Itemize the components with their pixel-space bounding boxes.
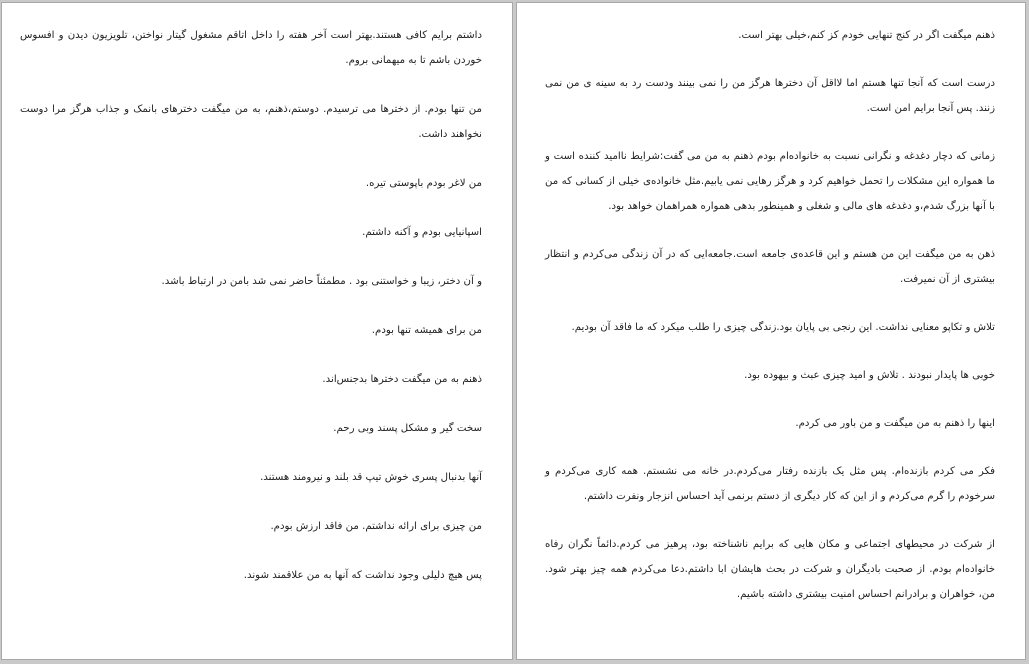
paragraph: من چیزی برای ارائه نداشتم. من فاقد ارزش بودم.: [270, 521, 482, 532]
paragraph: خوبی ها پایدار نبودند . تلاش و امید چیزی عبث و بیهوده بود.: [744, 370, 995, 381]
paragraph: پس هیچ دلیلی وجود نداشت که آنها به من علاقمند شوند.: [243, 570, 482, 581]
paragraph: من برای همیشه تنها بودم.: [371, 325, 482, 336]
paragraph: داشتم برایم کافی هستند.بهتر است آخر هفته را داخل اتاقم مشغول گیتار نواختن، تلویزیون دیدن و افسوس خوردن باشم تا به میهمانی بروم.: [20, 30, 482, 66]
paragraph: تلاش و تکاپو معنایی نداشت. این رنجی بی پایان بود.زندگی چیزی را طلب میکرد که ما فاقد آن بودیم.: [571, 322, 995, 333]
paragraph: آنها بدنبال پسری خوش تیپ قد بلند و نیرومند هستند.: [260, 472, 482, 483]
paragraph: از شرکت در محیطهای اجتماعی و مکان هایی که برایم ناشناخته بود، پرهیز می کردم.دائماً نگران رفاه خانواده‌ام بودم. از صحبت بادیگران و شرکت در بحث هایشان ابا داشتم.دعا می‌کردم همه چیز بهتر شود. من، خواهران و برادرانم احساس امنیت بیشتری داشته باشیم.: [545, 539, 995, 600]
page-text-area: [20, 23, 482, 649]
paragraph: ذهنم به من میگفت دخترها بدجنس‌اند.: [322, 374, 482, 385]
paragraph: اینها را ذهنم به من میگفت و من باور می کردم.: [795, 418, 995, 429]
paragraph: درست است که آنجا تنها هستم اما لااقل آن دخترها هرگز من را نمی بینند ودست رد به سینه ی من نمی زنند. پس آنجا برایم امن است.: [545, 78, 995, 114]
paragraph: من لاغر بودم باپوستی تیره.: [365, 178, 482, 189]
paragraph: اسپانیایی بودم و آکنه داشتم.: [362, 227, 482, 238]
paragraph: من تنها بودم. از دخترها می ترسیدم. دوستم،ذهنم، به من میگفت دخترهای بانمک و جذاب هرگز مرا دوست نخواهند داشت.: [20, 104, 482, 140]
paragraph: ذهنم میگفت اگر در کنج تنهایی خودم کز کنم،خیلی بهتر است.: [738, 30, 995, 41]
document-page-left: [1, 2, 513, 660]
document-page-right: [516, 2, 1026, 660]
page-text-area: [545, 23, 995, 649]
paragraph: و آن دختر، زیبا و خواستنی بود . مطمئناً حاضر نمی شد بامن در ارتباط باشد.: [161, 276, 482, 287]
paragraph: فکر می کردم بازنده‌ام. پس مثل یک بازنده رفتار می‌کردم.در خانه می نشستم. همه کاری می‌کردم و سرخودم را گرم می‌کردم و از این که کار دیگری از دستم برنمی آید احساس انزجار ونفرت داشتم.: [545, 466, 995, 502]
paragraph: زمانی که دچار دغدغه و نگرانی نسبت به خانواده‌ام بودم ذهنم به من می گفت:شرایط ناامید کننده است و ما همواره این مشکلات را تحمل خواهیم کرد و هرگز رهایی نمی یابیم.مثل خانواده‌ی خیلی از کسانی که من با آنها بزرگ شدم،و دغدغه های مالی و شغلی و همینطور بدهی همواره همراهمان خواهد بود.: [545, 151, 995, 212]
paragraph: ذهن به من میگفت این من هستم و این قاعده‌ی جامعه است.جامعه‌ایی که در آن زندگی می‌کردم و انتظار بیشتری از آن نمیرفت.: [545, 249, 995, 285]
paragraph: سخت گیر و مشکل پسند وبی رحم.: [333, 423, 482, 434]
